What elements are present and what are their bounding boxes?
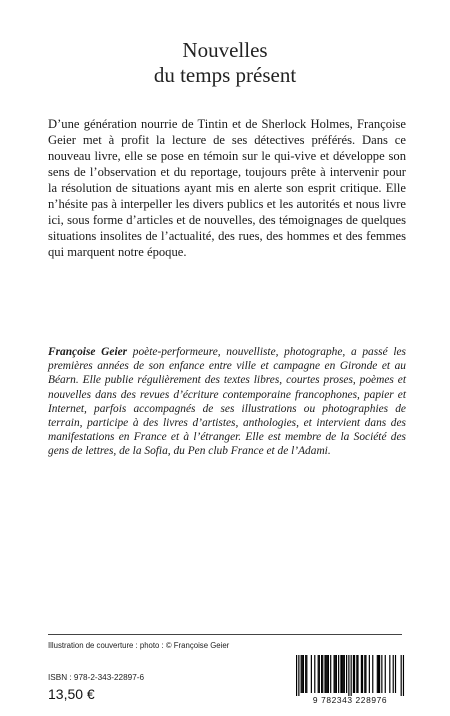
barcode-bar bbox=[328, 655, 329, 693]
barcode-bar bbox=[341, 655, 342, 693]
author-name: Françoise Geier bbox=[48, 346, 128, 358]
barcode-bar bbox=[364, 655, 365, 693]
barcode-bar bbox=[298, 655, 299, 697]
barcode-bar bbox=[395, 655, 396, 693]
barcode-bar bbox=[296, 655, 297, 697]
barcode-bar bbox=[403, 655, 404, 697]
divider-line bbox=[48, 634, 402, 635]
barcode-bar bbox=[340, 655, 341, 693]
barcode-bar bbox=[377, 655, 378, 693]
barcode-bar bbox=[302, 655, 303, 693]
barcode-bar bbox=[353, 655, 354, 693]
barcode-bar bbox=[346, 655, 347, 693]
author-biography-text: poète-performeure, nouvelliste, photographe, a passé les premières années de son enfance entre ville et campagne en Gironde et au Béarn. Elle publie régulièrement des textes libres, courtes proses, poèmes et nouvelles dans des revues d’écriture contemporaine francophones, papier et Internet, parfois accompagnés de ses illustrations ou photographies de terrain, participe à des livres d’artistes, anthologies, et intervient dans des manifestations en France et à l’étranger. Elle est membre de la Société des gens de lettres, de la Sofia, du Pen club France et de l’Adami. bbox=[48, 346, 406, 458]
barcode-bar bbox=[379, 655, 380, 693]
author-biography bbox=[48, 345, 406, 459]
barcode-bar bbox=[389, 655, 390, 693]
barcode-bar bbox=[324, 655, 325, 693]
barcode-bars-icon bbox=[294, 655, 406, 697]
barcode-bar bbox=[326, 655, 327, 693]
book-title bbox=[0, 38, 450, 88]
barcode-bar bbox=[401, 655, 402, 697]
barcode-bar bbox=[344, 655, 345, 693]
barcode-bar bbox=[362, 655, 363, 693]
barcode-bar bbox=[305, 655, 306, 693]
barcode-bar bbox=[354, 655, 355, 693]
isbn-barcode bbox=[294, 655, 406, 705]
barcode-bar bbox=[372, 655, 373, 693]
barcode-digits: 9 782343 228976 bbox=[294, 696, 406, 705]
barcode-bar bbox=[338, 655, 339, 693]
cover-illustration-credit: Illustration de couverture : photo : © Françoise Geier bbox=[48, 641, 230, 650]
barcode-bar bbox=[306, 655, 307, 693]
isbn-number: ISBN : 978-2-343-22897-6 bbox=[48, 673, 145, 682]
barcode-bar bbox=[348, 655, 349, 697]
barcode-bar bbox=[336, 655, 337, 693]
barcode-bar bbox=[330, 655, 331, 693]
barcode-bar bbox=[378, 655, 379, 693]
barcode-bar bbox=[322, 655, 323, 693]
barcode-bar bbox=[303, 655, 304, 693]
barcode-bar bbox=[385, 655, 386, 693]
barcode-bar bbox=[319, 655, 320, 693]
title-line-1: Nouvelles bbox=[182, 38, 268, 62]
barcode-bar bbox=[361, 655, 362, 693]
barcode-bar bbox=[314, 655, 315, 693]
barcode-bar bbox=[321, 655, 322, 693]
back-cover-summary: D’une génération nourrie de Tintin et de Sherlock Holmes, Françoise Geier met à profit la lecture de ses détectives préférés. Dans ce nouveau livre, elle se pose en témoin sur le qui-vive et développe son sens de l’observation et du reportage, toujours prête à intervenir pour la résolution de situations ayant mis en alerte son esprit critique. Elle n’hésite pas à interpeller les divers publics et les autorités et nous livre ici, sous forme d’articles et de nouvelles, des témoignages de quelques situations insolites de l’actualité, des rues, des hommes et des femmes qui marquent notre époque. bbox=[48, 117, 406, 259]
barcode-bar bbox=[335, 655, 336, 693]
barcode-bar bbox=[334, 655, 335, 693]
barcode-bar bbox=[381, 655, 382, 693]
barcode-bar bbox=[311, 655, 312, 693]
barcode-bar bbox=[351, 655, 352, 697]
price-label: 13,50 € bbox=[48, 686, 95, 702]
barcode-bar bbox=[365, 655, 366, 693]
barcode-bar bbox=[369, 655, 370, 693]
barcode-bar bbox=[356, 655, 357, 693]
barcode-bar bbox=[318, 655, 319, 693]
barcode-bar bbox=[343, 655, 344, 693]
barcode-bar bbox=[301, 655, 302, 693]
barcode-bar bbox=[393, 655, 394, 693]
barcode-bar bbox=[327, 655, 328, 693]
barcode-bar bbox=[357, 655, 358, 693]
title-line-2: du temps présent bbox=[153, 63, 297, 87]
